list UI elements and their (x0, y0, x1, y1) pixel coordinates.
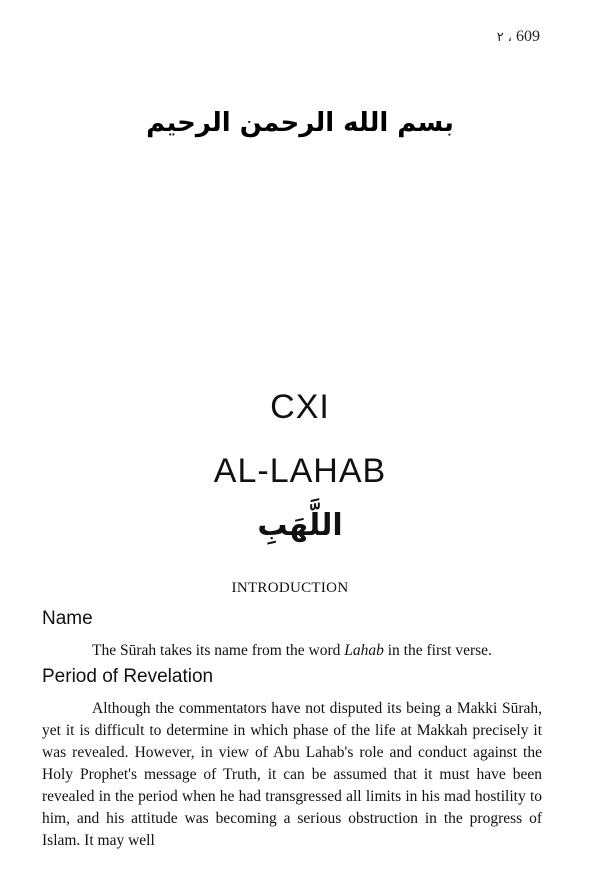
paragraph-text-end: in the first verse. (383, 642, 492, 659)
page-number (497, 28, 540, 46)
surah-title: AL-LAHAB (213, 452, 387, 490)
paragraph-text: Although the commentators have not disputed its being a Makki Sūrah, yet it is difficult to determine in which phase of the life at Makkah precisely it was revealed. However, in view of Abu Lahab's role and conduct against the Holy Prophet's message of Truth, it can be assumed that it must have been revealed in the period when he had transgressed all limits in his mad hostility to him, and his attitude was becoming a serious obstruction in the progress of Islam. It may well (42, 700, 542, 849)
section-paragraph-period (42, 698, 542, 852)
paragraph-text: The Sūrah takes its name from the word (92, 642, 345, 659)
introduction-heading: INTRODUCTION (231, 580, 349, 596)
page-number-arabic: ٢ ، (496, 30, 512, 45)
section-paragraph-name (42, 640, 542, 662)
surah-number: CXI (270, 388, 330, 426)
section-heading-name: Name (42, 608, 93, 629)
bismillah-calligraphy: بسم الله الرحمن الرحيم (146, 108, 454, 138)
surah-title-arabic: اللَّهَبِ (257, 508, 343, 543)
page-number-latin: 609 (516, 28, 540, 45)
section-heading-period: Period of Revelation (42, 666, 214, 687)
emphasized-word: Lahab (344, 642, 384, 659)
